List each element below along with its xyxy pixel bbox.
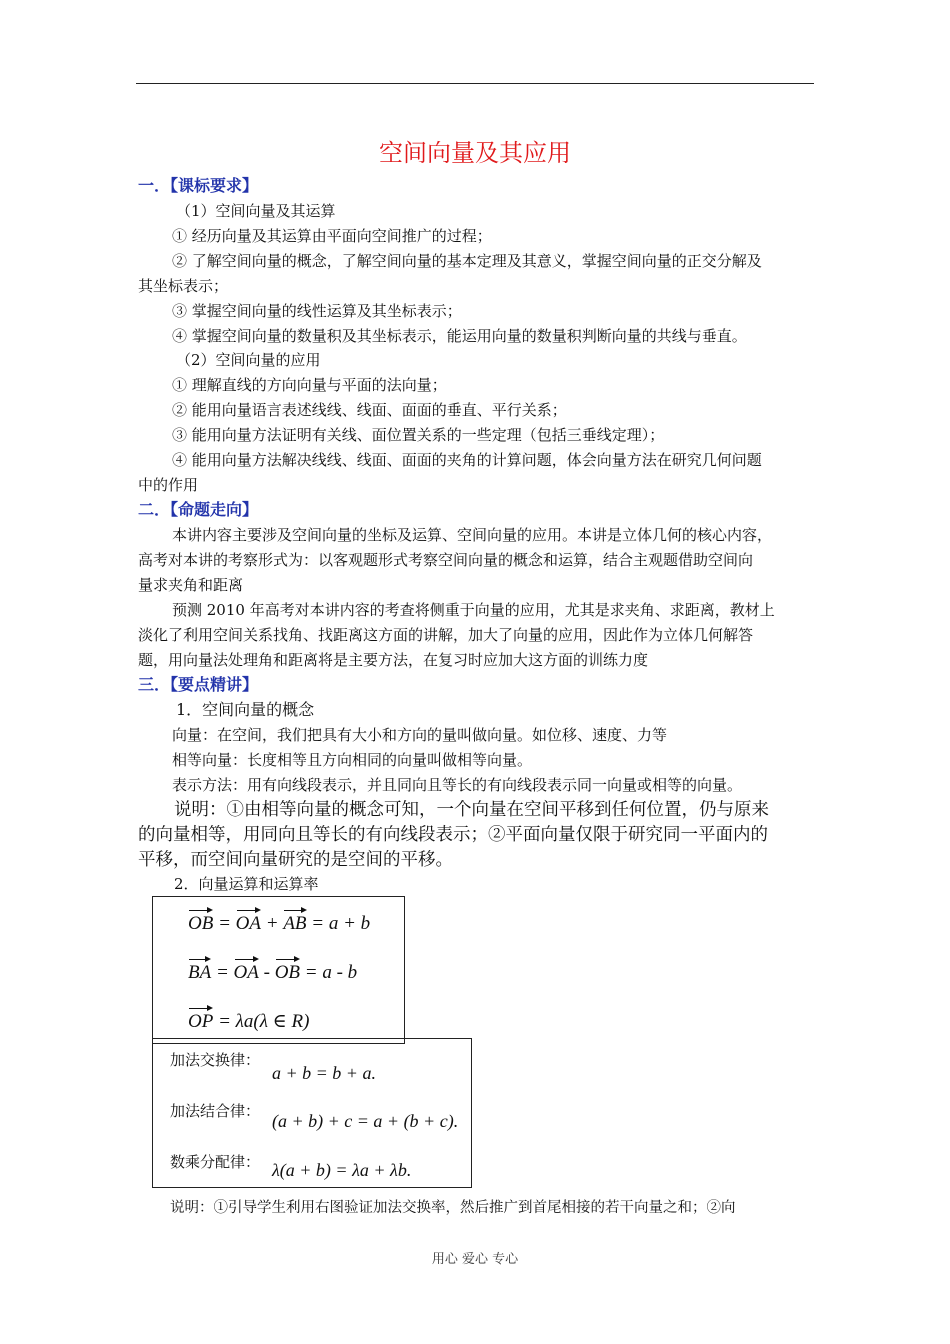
- formula-rest: = a + b: [306, 913, 371, 934]
- formula-scalar: [188, 1011, 309, 1033]
- curriculum-line: ③ 能用向量方法证明有关线、面位置关系的一些定理（包括三垂线定理）；: [172, 426, 665, 444]
- vector-AB: AB: [283, 913, 307, 934]
- curriculum-line: ③ 掌握空间向量的线性运算及其坐标表示；: [172, 302, 462, 320]
- equal-vector-definition: 相等向量：长度相等且方向相同的向量叫做相等向量。: [172, 751, 533, 769]
- vector-BA: BA: [188, 962, 212, 983]
- vector-definition: 向量：在空间，我们把具有大小和方向的量叫做向量。如位移、速度、力等: [172, 726, 668, 744]
- curriculum-line: ② 能用向量语言表述线线、线面、面面的垂直、平行关系；: [172, 401, 567, 419]
- note-line: 说明：①由相等向量的概念可知，一个向量在空间平移到任何位置，仍与原来: [174, 800, 769, 820]
- page-footer: 用心 爱心 专心: [431, 1252, 519, 1267]
- trend-line: 淡化了利用空间关系找角、找距离这方面的讲解，加大了向量的应用，因此作为立体几何解答: [138, 626, 754, 644]
- law-label: 数乘分配律：: [170, 1153, 261, 1171]
- formula-addition: [188, 913, 370, 935]
- notation-text: 表示方法：用有向线段表示，并且同向且等长的有向线段表示同一向量或相等的向量。: [172, 776, 743, 794]
- point-title-operations: 2．向量运算和运算率: [174, 875, 319, 893]
- law-label: 加法结合律：: [170, 1102, 261, 1120]
- point-title-concept: 1．空间向量的概念: [176, 700, 315, 719]
- vector-OB: OB: [274, 962, 301, 983]
- vector-OP: OP: [188, 1011, 214, 1032]
- law-expression: a + b = b + a.: [272, 1063, 376, 1083]
- vector-OA: OA: [235, 913, 261, 934]
- trend-line: 量求夹角和距离: [138, 576, 244, 594]
- law-label: 加法交换律：: [170, 1051, 261, 1069]
- equals-sign: =: [213, 913, 236, 934]
- curriculum-line: （1）空间向量及其运算: [176, 202, 336, 220]
- section-heading-trend: 二．【命题走向】: [138, 500, 259, 519]
- curriculum-line: 中的作用: [138, 476, 199, 494]
- trend-line: 题，用向量法处理角和距离将是主要方法，在复习时应加大这方面的训练力度: [138, 651, 649, 669]
- curriculum-line: （2）空间向量的应用: [176, 351, 321, 369]
- curriculum-line: ④ 能用向量方法解决线线、线面、面面的夹角的计算问题，体会向量方法在研究几何问题: [172, 451, 762, 469]
- trend-line: 预测 2010 年高考对本讲内容的考查将侧重于向量的应用，尤其是求夹角、求距离，教材上: [172, 601, 775, 619]
- law-expression: λ(a + b) = λa + λb.: [272, 1160, 412, 1180]
- vector-OA: OA: [233, 962, 259, 983]
- plus-sign: +: [260, 913, 284, 934]
- curriculum-line: ① 经历向量及其运算由平面向空间推广的过程；: [172, 227, 492, 245]
- vector-OB: OB: [188, 913, 214, 934]
- law-expression: (a + b) + c = a + (b + c).: [272, 1111, 459, 1131]
- trend-line: 本讲内容主要涉及空间向量的坐标及运算、空间向量的应用。本讲是立体几何的核心内容，: [172, 526, 773, 544]
- curriculum-line: ② 了解空间向量的概念，了解空间向量的基本定理及其意义，掌握空间向量的正交分解及: [172, 252, 762, 270]
- section-heading-curriculum: 一．【课标要求】: [138, 176, 259, 195]
- curriculum-line: ① 理解直线的方向向量与平面的法向量；: [172, 376, 447, 394]
- header-rule: [136, 83, 814, 84]
- note-line: 的向量相等，用同向且等长的有向线段表示；②平面向量仅限于研究同一平面内的: [138, 825, 768, 845]
- curriculum-line: 其坐标表示；: [138, 277, 229, 295]
- formula-rest: = λa(λ ∈ R): [213, 1011, 310, 1032]
- minus-sign: -: [258, 962, 275, 983]
- section-heading-points: 三．【要点精讲】: [138, 675, 259, 694]
- explanation-line: 说明：①引导学生利用右图验证加法交换率，然后推广到首尾相接的若干向量之和；②向: [170, 1200, 736, 1216]
- page-title: 空间向量及其应用: [379, 139, 571, 167]
- formula-rest: = a - b: [300, 962, 358, 983]
- formula-subtraction: [188, 962, 357, 984]
- curriculum-line: ④ 掌握空间向量的数量积及其坐标表示，能运用向量的数量积判断向量的共线与垂直。: [172, 327, 747, 345]
- trend-line: 高考对本讲的考察形式为：以客观题形式考察空间向量的概念和运算，结合主观题借助空间向: [138, 551, 754, 569]
- equals-sign: =: [211, 962, 234, 983]
- note-line: 平移，而空间向量研究的是空间的平移。: [138, 850, 453, 870]
